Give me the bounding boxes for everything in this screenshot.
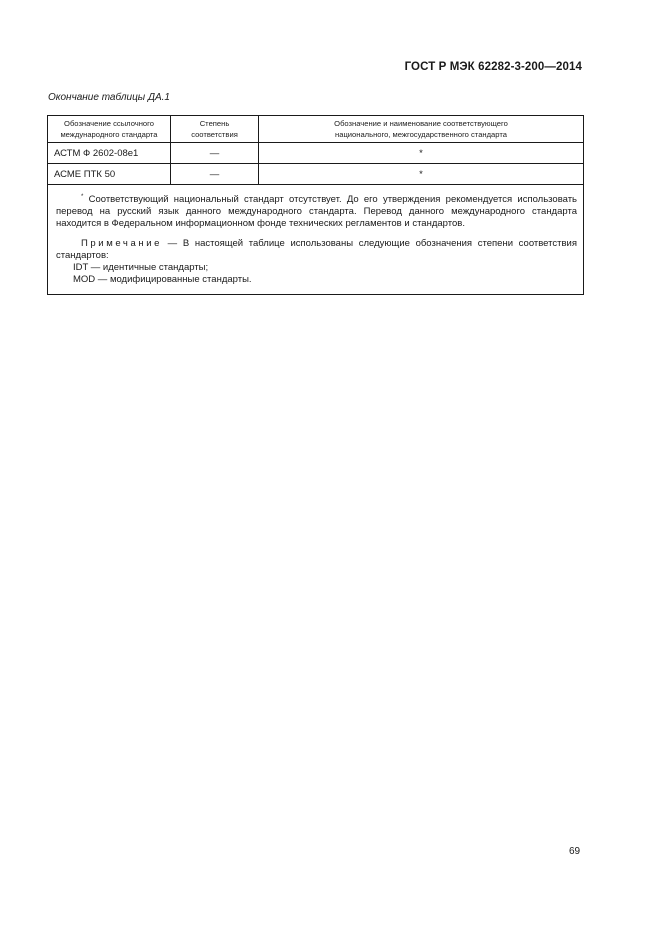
column-header-degree: Степень соответствия <box>171 116 259 143</box>
cell-national: * <box>259 143 584 164</box>
table-footnote-row <box>48 185 584 295</box>
cell-reference: АСТМ Ф 2602-08е1 <box>48 143 171 164</box>
table-header-row <box>48 116 584 143</box>
footnote-cell <box>48 185 584 295</box>
table-caption: Окончание таблицы ДА.1 <box>48 92 170 103</box>
cell-degree: — <box>171 164 259 185</box>
cell-reference: АСМЕ ПТК 50 <box>48 164 171 185</box>
footnote <box>56 191 577 230</box>
page-number: 69 <box>569 846 581 857</box>
note-item: MOD — модифицированные стандарты. <box>73 274 252 285</box>
column-header-national: Обозначение и наименование соответствующего национального, межгосударственного стандарта <box>259 116 584 143</box>
footnote-marker: * <box>81 194 84 200</box>
note-item: IDT — идентичные стандарты; <box>73 262 209 273</box>
table-row <box>48 164 584 185</box>
column-header-reference: Обозначение ссылочного международного стандарта <box>48 116 171 143</box>
note <box>56 238 577 262</box>
cell-degree: — <box>171 143 259 164</box>
note-label: Примечание <box>81 238 162 249</box>
cell-national: * <box>259 164 584 185</box>
note-text: — В настоящей таблице использованы следующие обозначения степени соответствия стандартов: <box>56 238 577 261</box>
reference-standards-table <box>47 115 584 295</box>
document-header: ГОСТ Р МЭК 62282-3-200—2014 <box>404 61 582 73</box>
table-row <box>48 143 584 164</box>
footnote-text: Соответствующий национальный стандарт отсутствует. До его утверждения рекомендуется использовать перевод на русский язык данного международного стандарта. Перевод данного международного стандарта находится в Федеральном информационном фонде технических регламентов и стандартов. <box>56 194 578 229</box>
